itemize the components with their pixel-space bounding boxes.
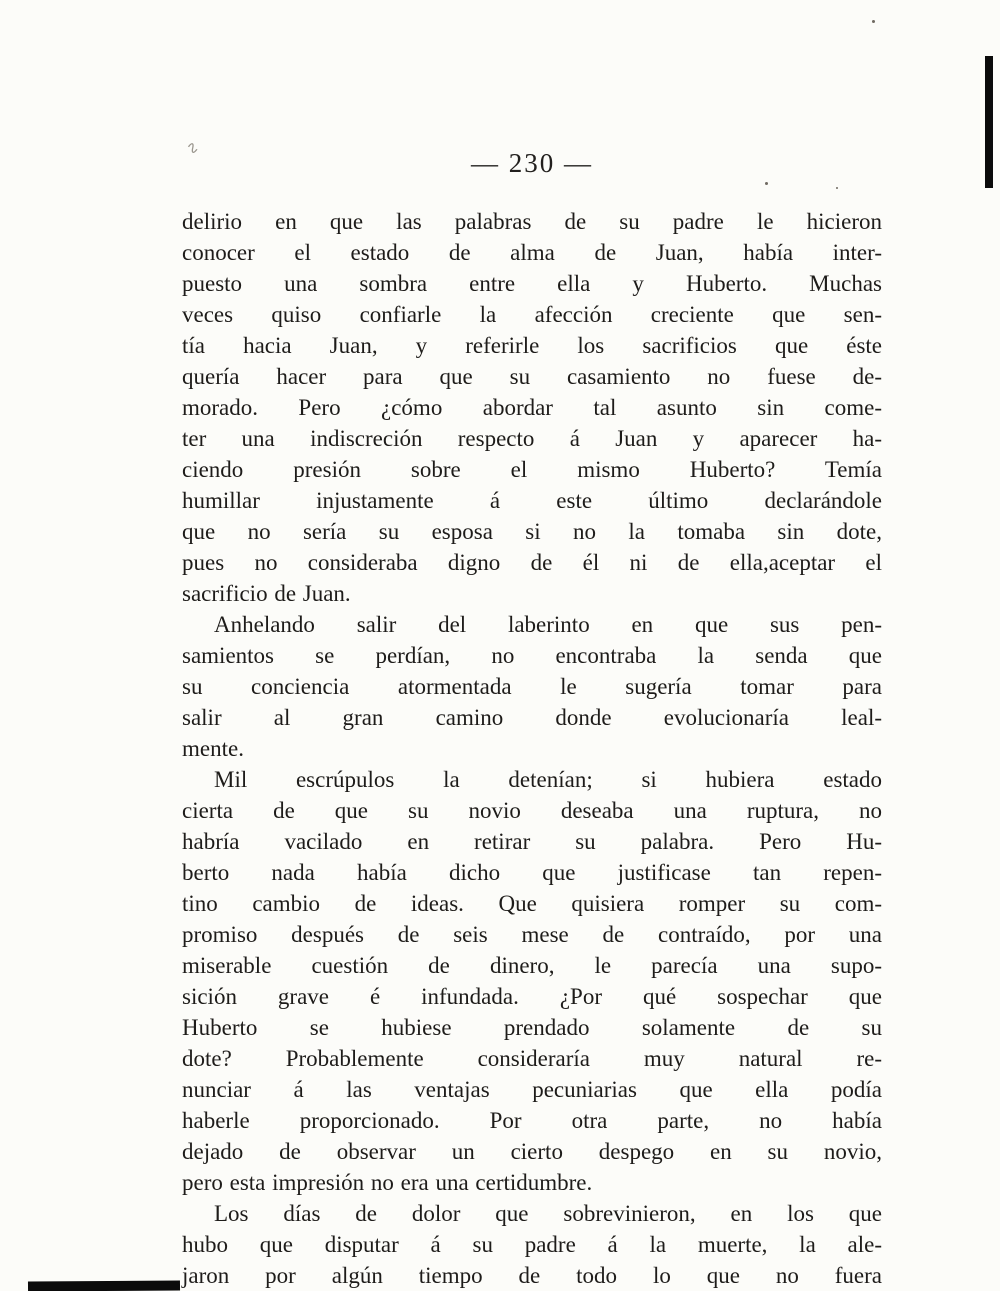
text-line: tía hacia Juan, y referirle los sacrificios que éste [182,333,882,358]
text-line: Anhelando salir del laberinto en que sus pen- [214,612,882,637]
scan-dot [872,20,875,23]
scan-squiggle-mark: ∿ [182,137,203,159]
text-line: Mil escrúpulos la detenían; si hubiera estado [214,767,882,792]
text-line: conocer el estado de alma de Juan, había inter- [182,240,882,265]
text-line: veces quiso confiarle la afección creciente que sen- [182,302,882,327]
text-line: quería hacer para que su casamiento no fuese de- [182,364,882,389]
text-line: Huberto se hubiese prendado solamente de su [182,1015,882,1040]
text-line: sacrificio de Juan. [182,581,351,606]
text-line: sición grave é infundada. ¿Por qué sospechar que [182,984,882,1009]
text-line: ter una indiscreción respecto á Juan y aparecer ha- [182,426,882,451]
text-line: miserable cuestión de dinero, le parecía una supo- [182,953,882,978]
text-line: jaron por algún tiempo de todo lo que no fuera [182,1263,882,1288]
text-line: ciendo presión sobre el mismo Huberto? Temía [182,457,882,482]
text-line: habría vacilado en retirar su palabra. Pero Hu- [182,829,882,854]
text-line: salir al gran camino donde evolucionaría leal- [182,705,882,730]
text-line: promiso después de seis mese de contraído, por una [182,922,882,947]
text-line: pues no consideraba digno de él ni de ella,aceptar el [182,550,882,575]
text-block [182,206,882,1291]
text-line: haberle proporcionado. Por otra parte, no había [182,1108,882,1133]
text-line: delirio en que las palabras de su padre le hicieron [182,209,882,234]
scan-dot [765,182,768,185]
text-line: Los días de dolor que sobrevinieron, en los que [214,1201,882,1226]
scan-binding-bar [985,56,993,188]
text-line: berto nada había dicho que justificase tan repen- [182,860,882,885]
text-line: cierta de que su novio deseaba una ruptura, no [182,798,882,823]
text-line: samientos se perdían, no encontraba la senda que [182,643,882,668]
text-line: pero esta impresión no era una certidumbre. [182,1170,593,1195]
scan-dot [836,187,838,189]
text-line: mente. [182,736,244,761]
text-line: puesto una sombra entre ella y Huberto. Muchas [182,271,882,296]
text-line: morado. Pero ¿cómo abordar tal asunto sin come- [182,395,882,420]
text-line: dejado de observar un cierto despego en su novio, [182,1139,882,1164]
text-line: que no sería su esposa si no la tomaba sin dote, [182,519,882,544]
text-line: humillar injustamente á este último declarándole [182,488,882,513]
text-line: tino cambio de ideas. Que quisiera romper su com- [182,891,882,916]
page-number: — 230 — [471,148,593,178]
text-line: su conciencia atormentada le sugería tomar para [182,674,882,699]
text-line: hubo que disputar á su padre á la muerte, la ale- [182,1232,882,1257]
text-line: nunciar á las ventajas pecuniarias que ella podía [182,1077,882,1102]
text-line: dote? Probablemente consideraría muy natural re- [182,1046,882,1071]
scan-bottom-mark [28,1280,180,1291]
